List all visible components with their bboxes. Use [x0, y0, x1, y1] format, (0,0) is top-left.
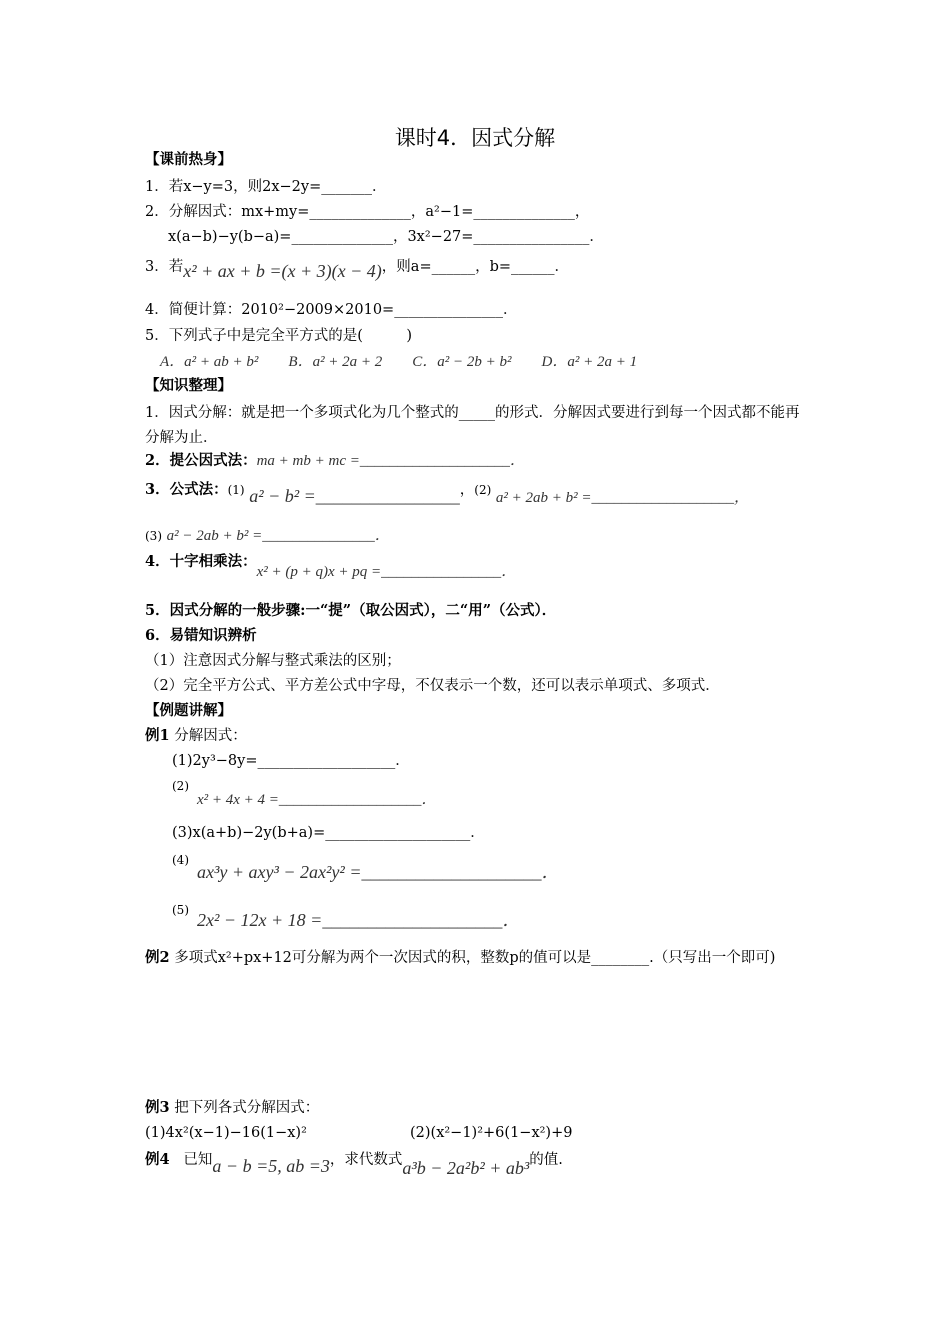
example1-part4-formula: ax³y + axy³ − 2ax²y² =____________________．: [197, 862, 560, 882]
example1-part3: (3)x(a+b)−2y(b+a)=____________________．: [172, 825, 485, 841]
example3-part2: (2)(x²−1)²+6(1−x²)+9: [410, 1125, 573, 1141]
example3-part1: (1)4x²(x−1)−16(1−x)²: [145, 1125, 307, 1141]
example1-part2-formula: x² + 4x + 4 =___________________．: [197, 792, 437, 808]
k2-label: 2．提公因式法：: [145, 452, 257, 469]
knowledge-k3: [145, 478, 750, 506]
example1-heading: [145, 726, 247, 746]
warmup-q3: [145, 255, 570, 281]
example1-text: 分解因式：: [174, 728, 247, 744]
k3-formula1: a² − b² =________________: [249, 486, 460, 506]
example3-label: 例3: [145, 1099, 170, 1116]
knowledge-k1: 1．因式分解：就是把一个多项式化为几个整式的_____的形式．分解因式要进行到每一个因式都不能再分解为止．: [145, 405, 800, 446]
knowledge-k4: [145, 552, 517, 580]
example3-text: 把下列各式分解因式：: [174, 1100, 320, 1116]
warmup-q2a: 2．分解因式：mx+my=______________，a²−1=______________，: [145, 204, 590, 220]
knowledge-k2: [145, 451, 525, 471]
knowledge-k6: 6．易错知识辨析: [145, 627, 257, 644]
knowledge-k6b: （2）完全平方公式、平方差公式中字母，不仅表示一个数，还可以表示单项式、多项式．: [145, 678, 720, 694]
q3-equation: x² + ax + b =(x + 3)(x − 4): [183, 261, 382, 281]
warmup-q4: 4．简便计算：2010²−2009×2010=_______________．: [145, 302, 518, 318]
warmup-q1: 1．若x−y=3，则2x−2y=_______．: [145, 179, 387, 195]
k3-num2: (2): [474, 483, 492, 497]
warmup-q5-options: A．a² + ab + b² B．a² + 2a + 2 C．a² − 2b + b² D．a² + 2a + 1: [160, 354, 638, 370]
section-knowledge: 【知识整理】: [145, 377, 232, 394]
example1-part5-formula: 2x² − 12x + 18 =____________________．: [197, 910, 521, 930]
k3-formula3: a² − 2ab + b² =_______________．: [166, 528, 390, 544]
example1-part4: [172, 850, 189, 870]
example4-ask: ，求代数式: [329, 1152, 403, 1168]
example1-label: 例1: [145, 727, 170, 744]
example4: [145, 1148, 563, 1178]
page-title: 课时4．因式分解: [394, 126, 556, 150]
k3-formula2: a² + 2ab + b² =___________________，: [495, 490, 750, 506]
example1-part2: [172, 776, 189, 796]
k2-formula: ma + mb + mc =____________________．: [256, 453, 525, 469]
example4-label: 例4: [145, 1151, 170, 1168]
example2: [145, 945, 810, 971]
e1-2-num: (2): [172, 779, 189, 793]
example4-expression: a³b − 2a²b² + ab³: [402, 1158, 530, 1178]
warmup-q5: 5．下列式子中是完全平方式的是( ): [145, 328, 413, 344]
k4-label: 4．十字相乘法：: [145, 553, 257, 570]
example4-condition: a − b =5, ab =3: [212, 1156, 330, 1176]
example4-known: 已知: [183, 1152, 213, 1168]
knowledge-k6a: （1）注意因式分解与整式乘法的区别；: [145, 653, 401, 669]
k4-formula: x² + (p + q)x + pq =________________．: [256, 564, 517, 580]
e1-5-num: (5): [172, 903, 189, 917]
q3-suffix: ，则a=______，b=______．: [381, 259, 570, 275]
section-examples: 【例题讲解】: [145, 702, 232, 719]
example2-text: 多项式x²+px+12可分解为两个一次因式的积，整数p的值可以是________.（只写出一个即可): [174, 950, 776, 966]
example2-label: 例2: [145, 949, 170, 966]
example3-heading: [145, 1098, 319, 1118]
e1-4-num: (4): [172, 853, 189, 867]
knowledge-k3-3: [145, 526, 390, 546]
k3-separator: ，: [459, 482, 475, 498]
example4-end: 的值.: [529, 1152, 563, 1168]
warmup-q2b: x(a−b)−y(b−a)=______________，3x²−27=________________．: [168, 229, 604, 245]
section-warmup: 【课前热身】: [145, 151, 232, 168]
knowledge-k5: 5．因式分解的一般步骤:一“提”（取公因式），二“用”（公式）．: [145, 602, 557, 619]
q3-prefix: 3．若: [145, 259, 184, 275]
k3-num1: (1): [227, 483, 245, 497]
k3-num3: (3): [145, 529, 162, 543]
example1-part5: [172, 900, 189, 920]
example1-part1: (1)2y³−8y=___________________．: [172, 753, 410, 769]
k3-label: 3．公式法：: [145, 481, 228, 498]
